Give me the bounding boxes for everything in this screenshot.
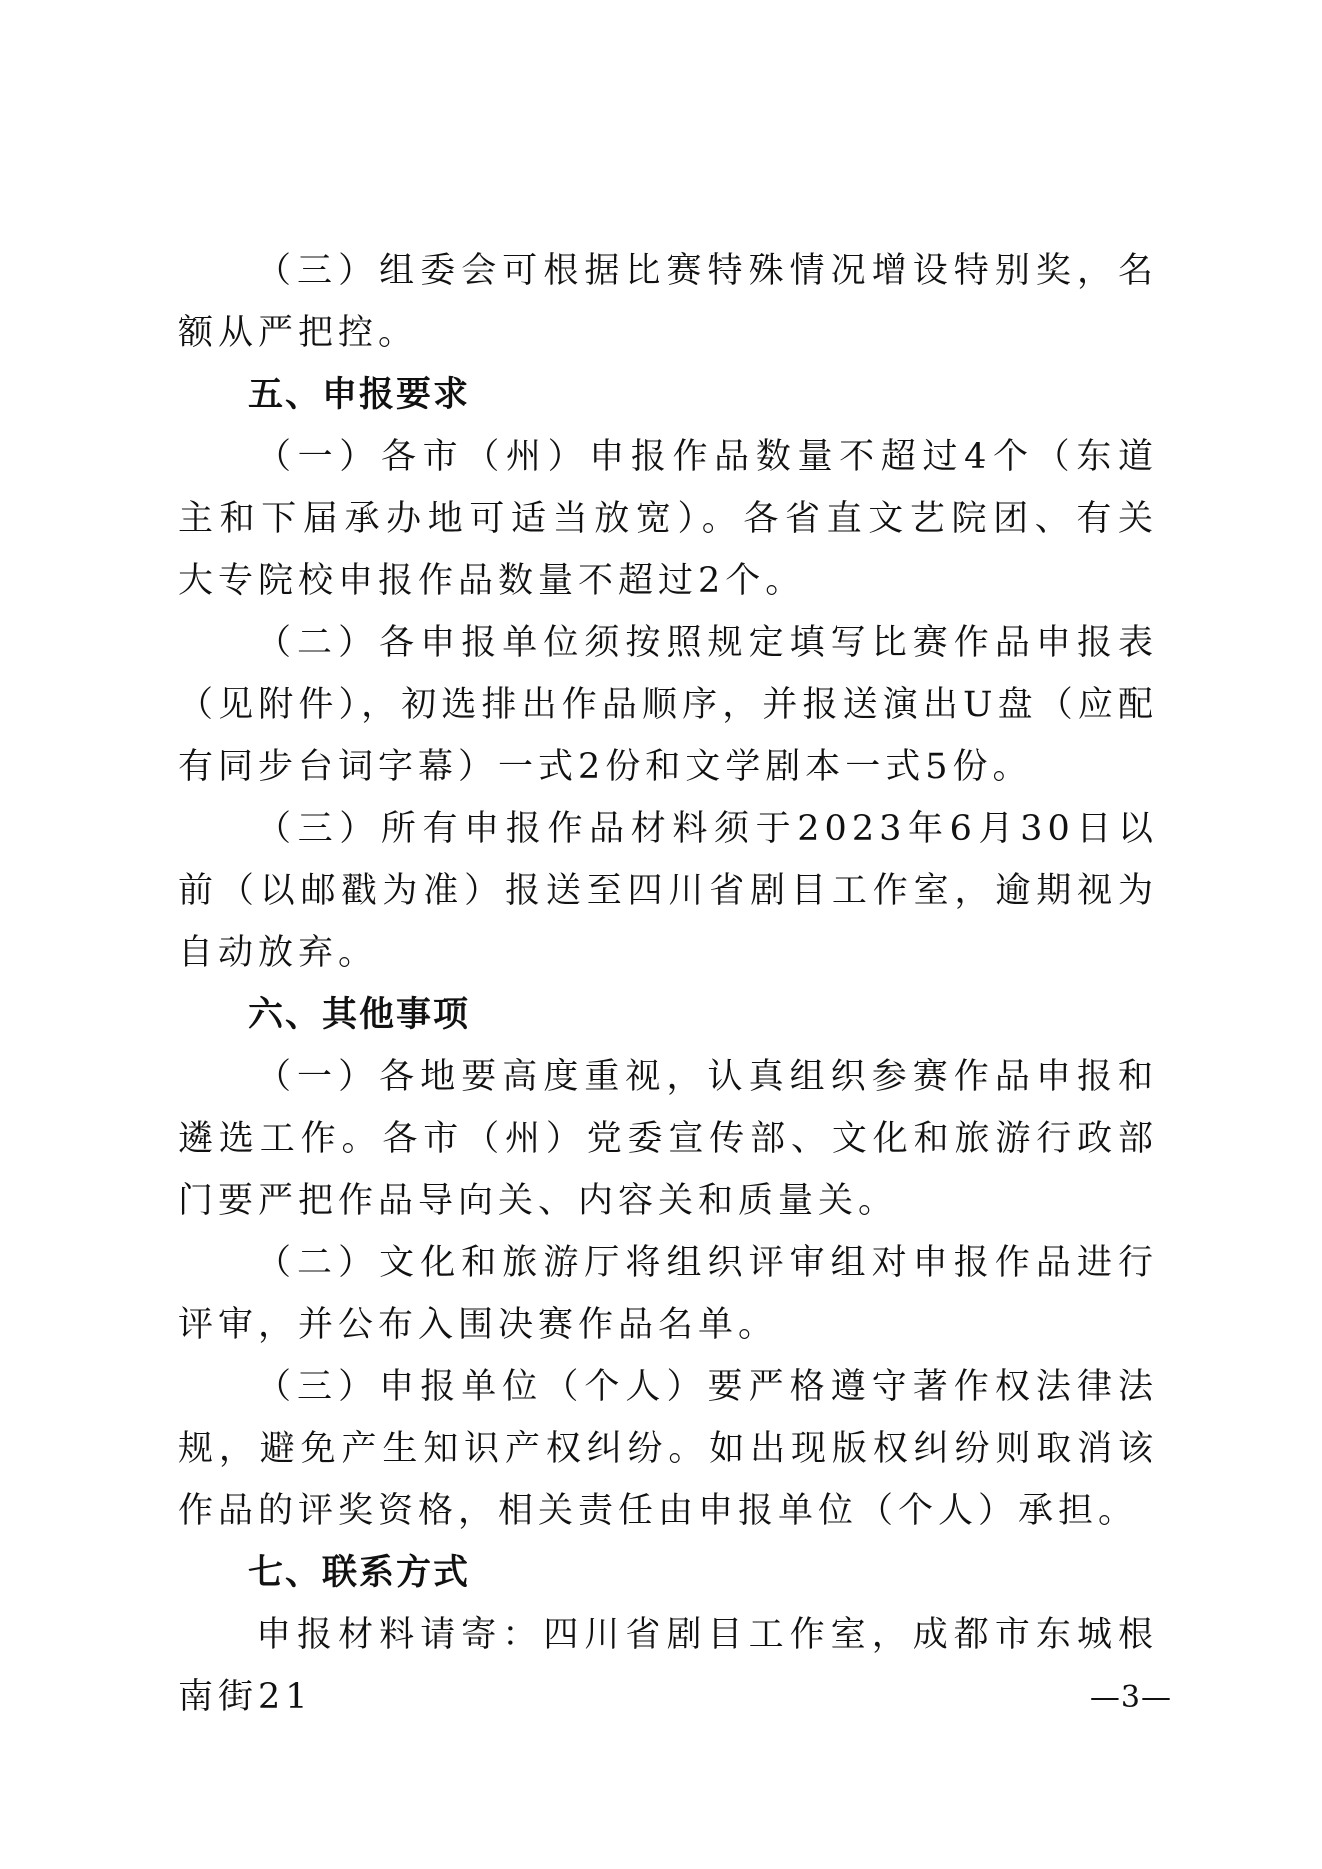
document-body: [178, 240, 1158, 1728]
paragraph-attention-organization: （一）各地要高度重视，认真组织参赛作品申报和遴选工作。各市（州）党委宣传部、文化和旅游行政部门要严把作品导向关、内容关和质量关。: [178, 1057, 1158, 1221]
heading-contact-information: 七、联系方式: [248, 1553, 471, 1593]
paragraph-submission-deadline: （三）所有申报作品材料须于2023年6月30日以前（以邮戳为准）报送至四川省剧目工作室，逾期视为自动放弃。: [178, 809, 1158, 973]
paragraph-mailing-address: 申报材料请寄：四川省剧目工作室，成都市东城根南街21: [178, 1615, 1158, 1717]
page-number: —3—: [1089, 1680, 1172, 1715]
heading-application-requirements: 五、申报要求: [248, 375, 471, 415]
paragraph-review-finalists: （二）文化和旅游厅将组织评审组对申报作品进行评审，并公布入围决赛作品名单。: [178, 1243, 1158, 1345]
paragraph-application-form: （二）各申报单位须按照规定填写比赛作品申报表（见附件），初选排出作品顺序，并报送演出U盘（应配有同步台词字幕）一式2份和文学剧本一式5份。: [178, 623, 1158, 787]
paragraph-quantity-limit: （一）各市（州）申报作品数量不超过4个（东道主和下届承办地可适当放宽）。各省直文艺院团、有关大专院校申报作品数量不超过2个。: [178, 437, 1158, 601]
heading-other-matters: 六、其他事项: [248, 995, 471, 1035]
paragraph-special-award: （三）组委会可根据比赛特殊情况增设特别奖，名额从严把控。: [178, 251, 1158, 353]
paragraph-copyright: （三）申报单位（个人）要严格遵守著作权法律法规，避免产生知识产权纠纷。如出现版权纠纷则取消该作品的评奖资格，相关责任由申报单位（个人）承担。: [178, 1367, 1158, 1531]
